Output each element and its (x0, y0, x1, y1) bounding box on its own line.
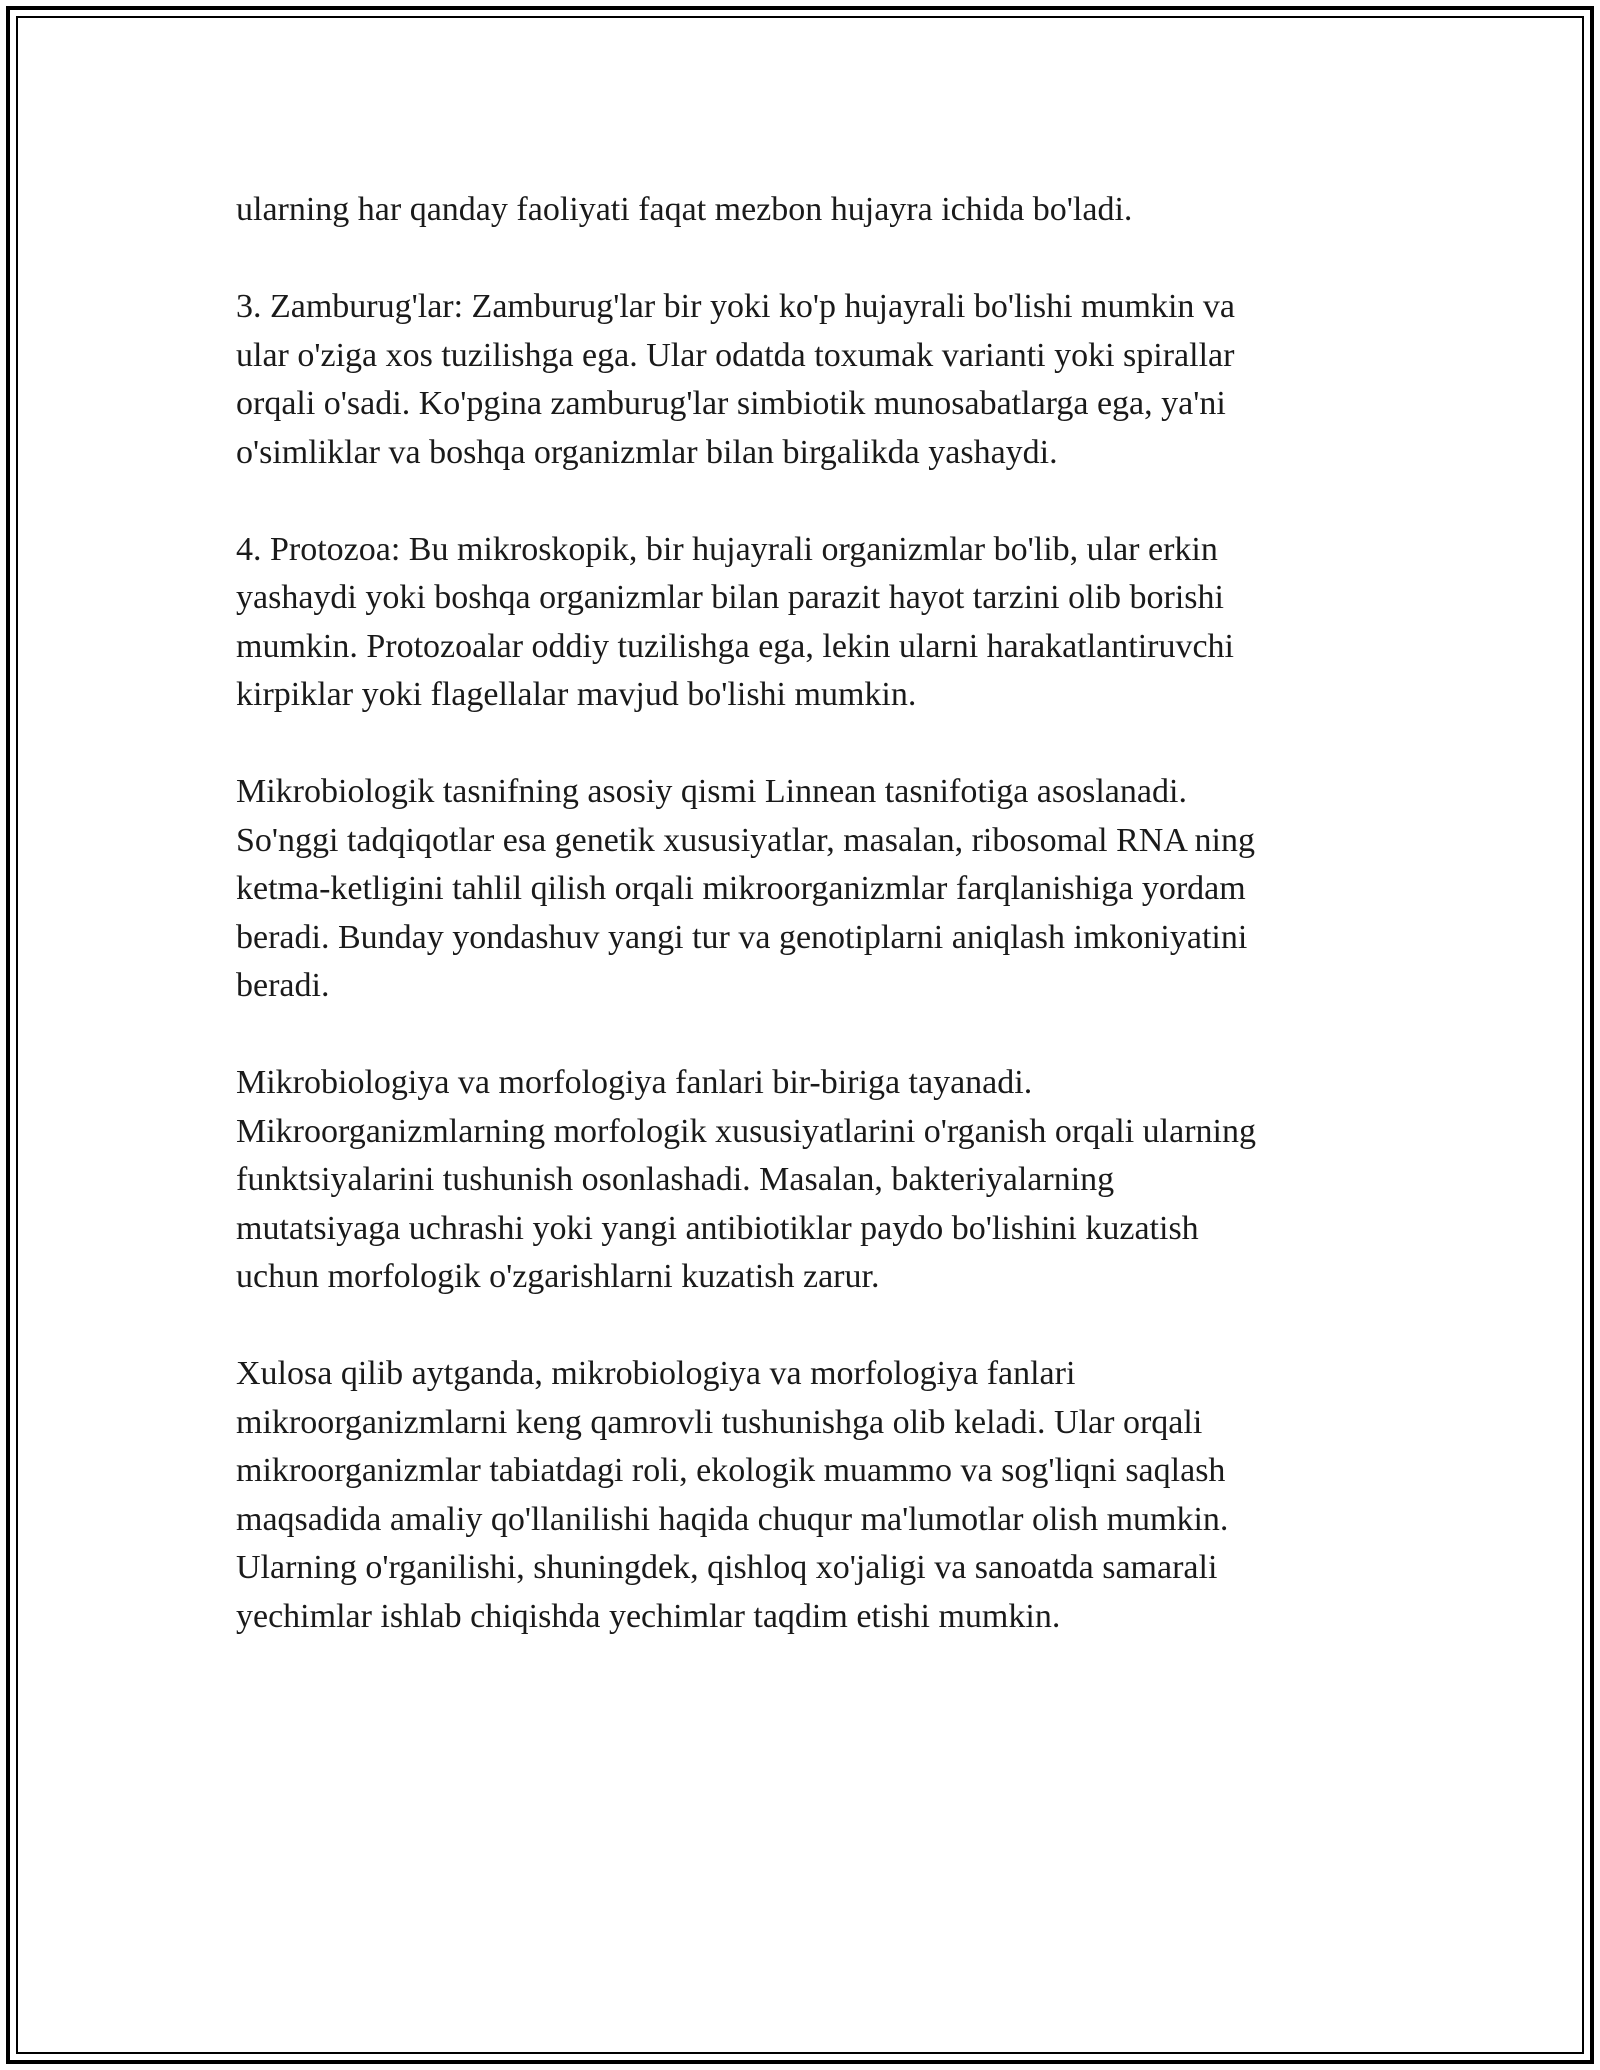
text-line: Mikrobiologiya va morfologiya fanlari bir-biriga tayanadi. (236, 1064, 1033, 1101)
text-line: Xulosa qilib aytganda, mikrobiologiya va morfologiya fanlari (236, 1355, 1076, 1392)
text-line: mumkin. Protozoalar oddiy tuzilishga ega, lekin ularni harakatlantiruvchi (236, 627, 1235, 665)
text-line: maqsadida amaliy qo'llanilishi haqida chuqur ma'lumotlar olish mumkin. (236, 1500, 1229, 1538)
text-line: orqali o'sadi. Ko'pgina zamburug'lar simbiotik munosabatlarga ega, ya'ni (236, 385, 1226, 422)
text-line: yechimlar ishlab chiqishda yechimlar taqdim etishi mumkin. (236, 1597, 1061, 1635)
paragraph-conclusion (236, 1350, 1366, 1641)
text-line: yashaydi yoki boshqa organizmlar bilan parazit hayot tarzini olib borishi (236, 579, 1224, 616)
text-line: 4. Protozoa: Bu mikroskopik, bir hujayrali organizmlar bo'lib, ular erkin (236, 530, 1218, 568)
text-line: kirpiklar yoki flagellalar mavjud bo'lishi mumkin. (236, 676, 917, 713)
paragraph-protozoa (236, 526, 1366, 720)
text-line: ularning har qanday faoliyati faqat mezbon hujayra ichida bo'ladi. (236, 191, 1133, 228)
paragraph-classification (236, 768, 1366, 1011)
text-line: ular o'ziga xos tuzilishga ega. Ular odatda toxumak varianti yoki spirallar (236, 336, 1235, 374)
text-line: beradi. (236, 967, 330, 1004)
text-line: Mikrobiologik tasnifning asosiy qismi Linnean tasnifotiga asoslanadi. (236, 773, 1187, 810)
text-line: mikroorganizmlar tabiatdagi roli, ekologik muammo va sog'liqni saqlash (236, 1452, 1226, 1489)
text-line: 3. Zamburug'lar: Zamburug'lar bir yoki ko'p hujayrali bo'lishi mumkin va (236, 288, 1235, 325)
text-line: funktsiyalarini tushunish osonlashadi. Masalan, bakteriyalarning (236, 1161, 1115, 1198)
text-line: o'simliklar va boshqa organizmlar bilan birgalikda yashaydi. (236, 433, 1058, 471)
text-line: mikroorganizmlarni keng qamrovli tushunishga olib keladi. Ular orqali (236, 1403, 1203, 1441)
document-body (236, 186, 1366, 1641)
text-line: mutatsiyaga uchrashi yoki yangi antibiotiklar paydo bo'lishini kuzatish (236, 1209, 1199, 1247)
text-line: beradi. Bunday yondashuv yangi tur va genotiplarni aniqlash imkoniyatini (236, 918, 1248, 956)
text-line: So'nggi tadqiqotlar esa genetik xususiyatlar, masalan, ribosomal RNA ning (236, 821, 1255, 859)
text-line: Mikroorganizmlarning morfologik xususiyatlarini o'rganish orqali ularning (236, 1112, 1256, 1150)
text-line: uchun morfologik o'zgarishlarni kuzatish zarur. (236, 1258, 880, 1295)
text-line: ketma-ketligini tahlil qilish orqali mikroorganizmlar farqlanishiga yordam (236, 870, 1246, 907)
paragraph-viruses-end (236, 186, 1366, 235)
paragraph-fungi (236, 283, 1366, 477)
paragraph-morphology (236, 1059, 1366, 1302)
text-line: Ularning o'rganilishi, shuningdek, qishloq xo'jaligi va sanoatda samarali (236, 1549, 1218, 1586)
